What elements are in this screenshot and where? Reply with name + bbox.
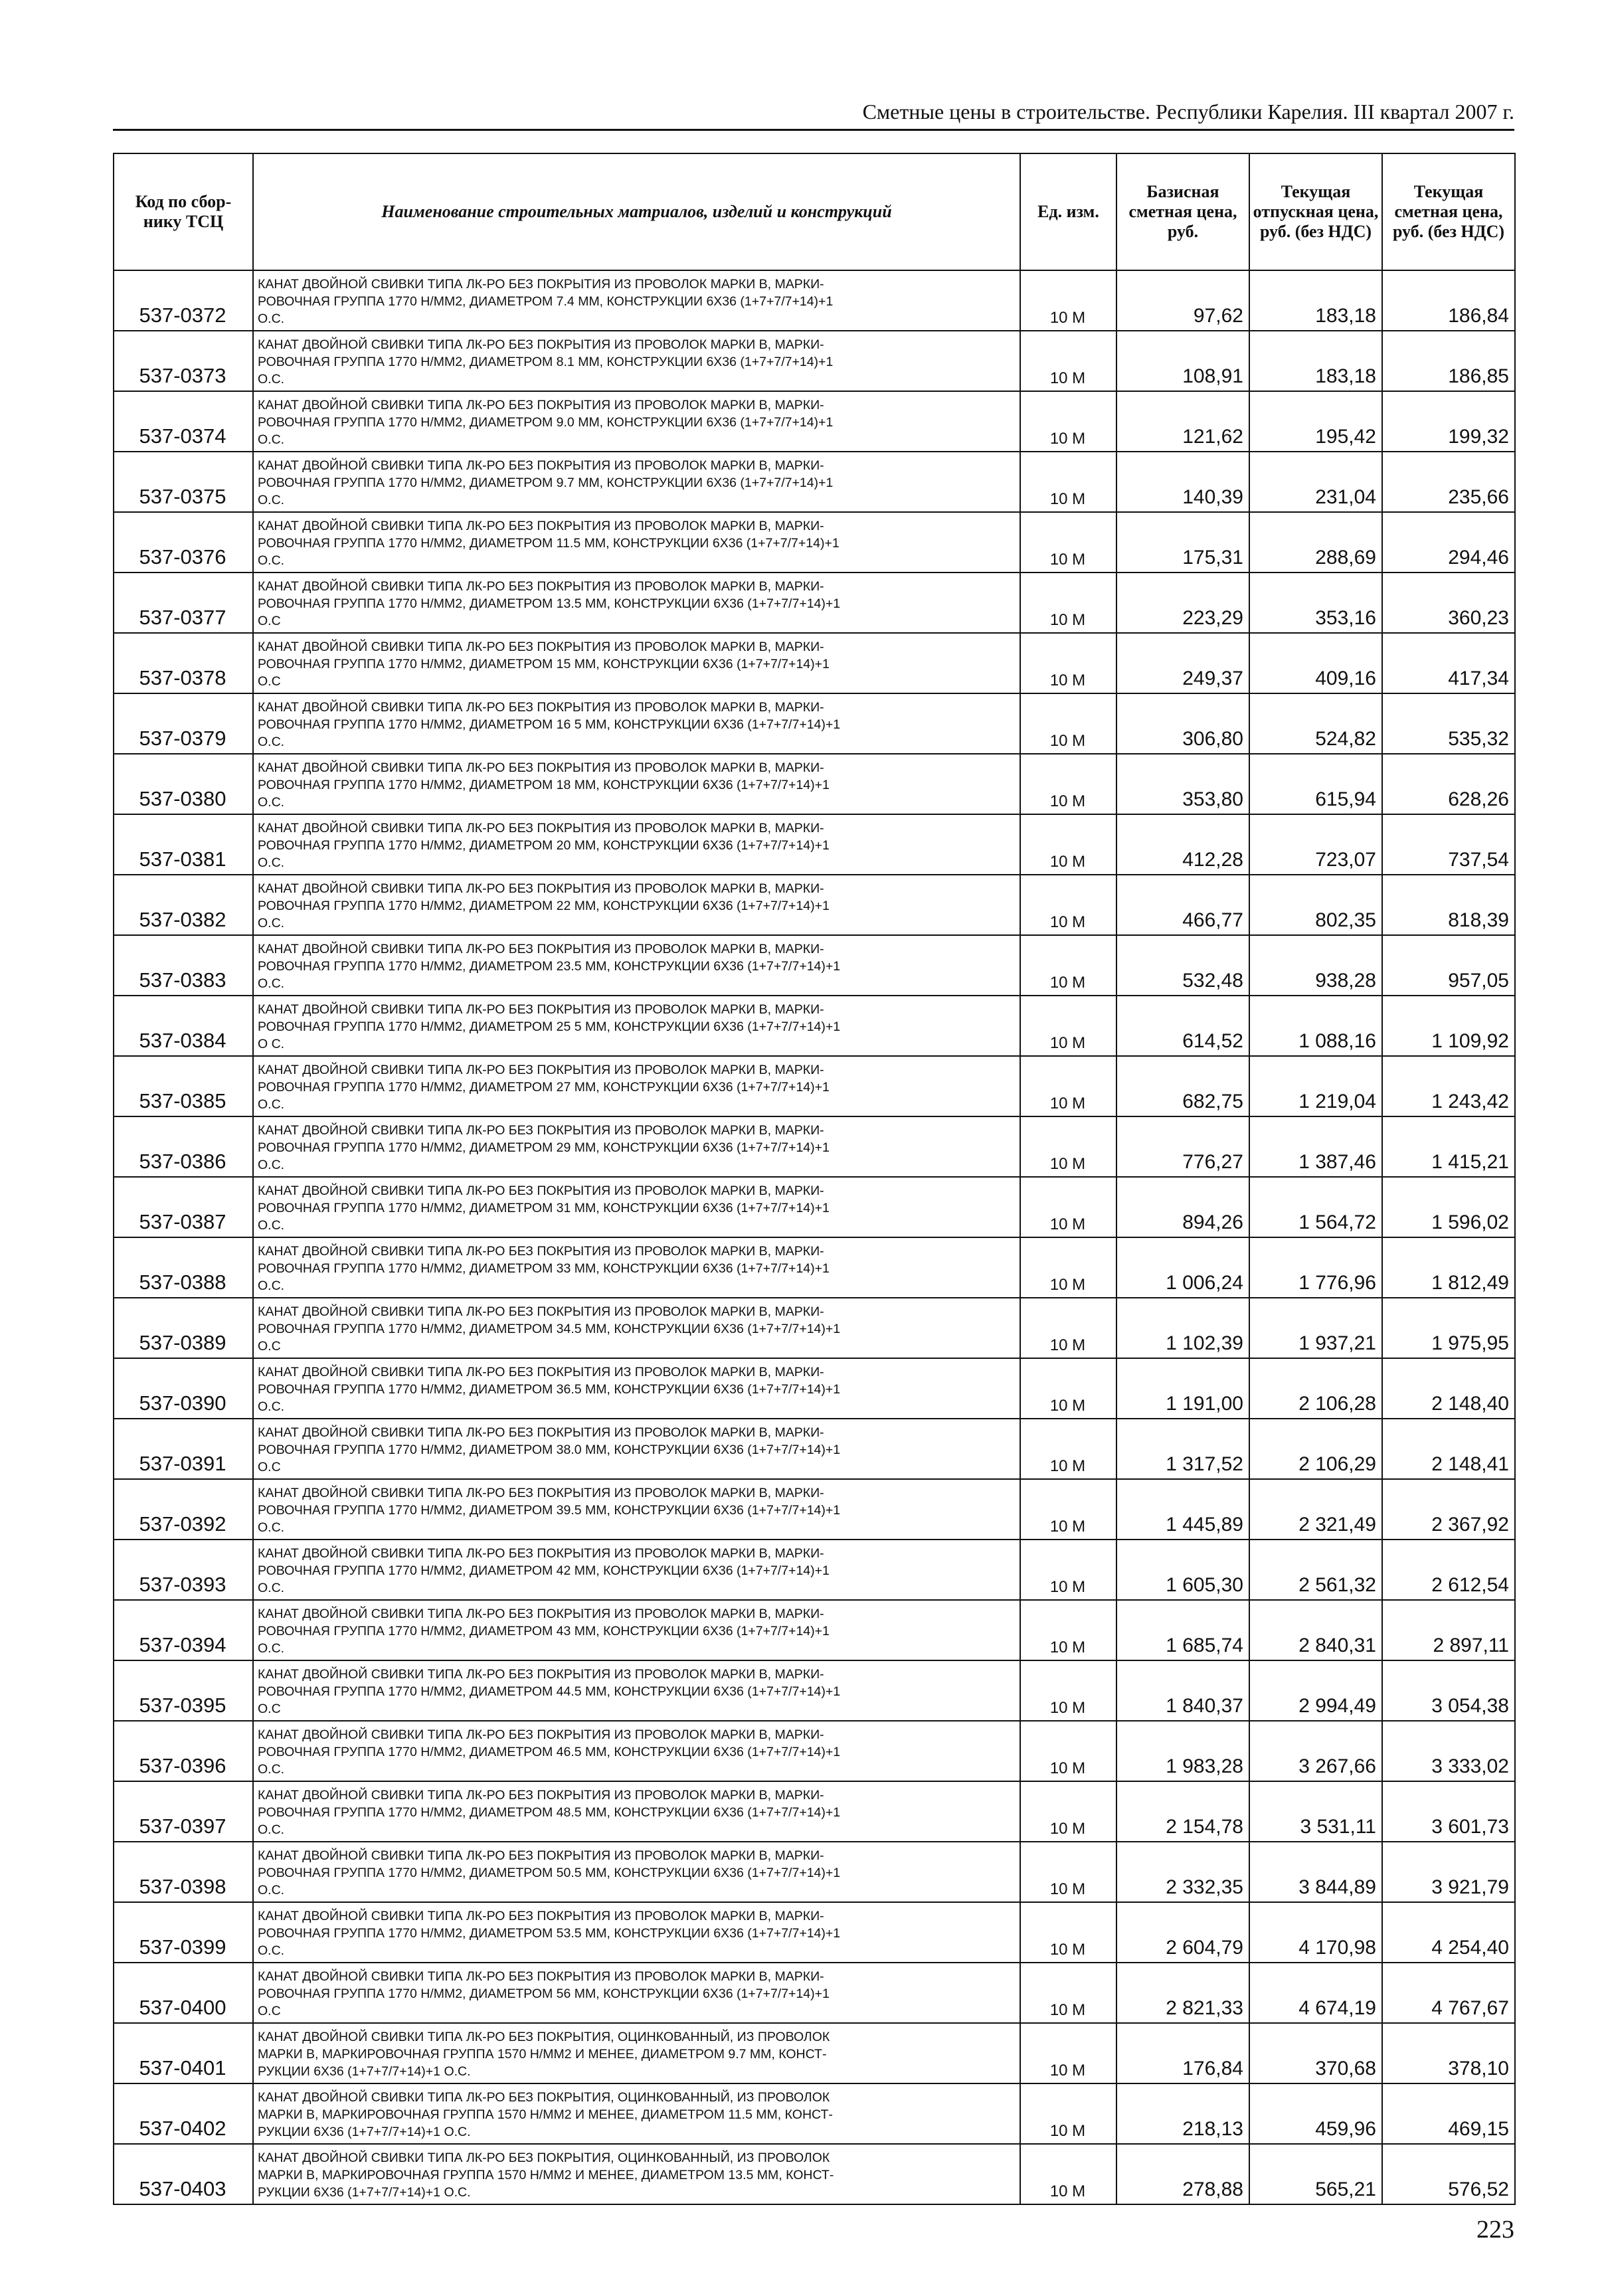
item-code: 537-0385 <box>114 1056 253 1116</box>
table-row <box>114 1358 1515 1419</box>
base-price: 1 102,39 <box>1116 1298 1249 1358</box>
item-name: КАНАТ ДВОЙНОЙ СВИВКИ ТИПА ЛК-РО БЕЗ ПОКРЫТИЯ ИЗ ПРОВОЛОК МАРКИ В, МАРКИ- РОВОЧНАЯ ГРУППА 1770 Н/ММ2, ДИАМЕТРОМ 39.5 ММ, КОНСТРУКЦИИ 6Х36 (1+7+7/7+14)+1 О.С. <box>253 1479 1020 1540</box>
release-price: 4 170,98 <box>1249 1902 1382 1963</box>
estimate-price: 360,23 <box>1382 573 1515 633</box>
item-code: 537-0400 <box>114 1963 253 2023</box>
unit: 10 М <box>1020 1177 1116 1237</box>
estimate-price: 235,66 <box>1382 452 1515 512</box>
item-code: 537-0375 <box>114 452 253 512</box>
unit: 10 М <box>1020 814 1116 875</box>
release-price: 723,07 <box>1249 814 1382 875</box>
item-code: 537-0402 <box>114 2083 253 2144</box>
unit: 10 М <box>1020 1237 1116 1298</box>
column-header-unit: Ед. изм. <box>1020 153 1116 270</box>
item-code: 537-0372 <box>114 270 253 331</box>
base-price: 1 191,00 <box>1116 1358 1249 1419</box>
item-name: КАНАТ ДВОЙНОЙ СВИВКИ ТИПА ЛК-РО БЕЗ ПОКРЫТИЯ ИЗ ПРОВОЛОК МАРКИ В, МАРКИ- РОВОЧНАЯ ГРУППА 1770 Н/ММ2, ДИАМЕТРОМ 22 ММ, КОНСТРУКЦИИ 6Х36 (1+7+7/7+14)+1 О.С. <box>253 875 1020 935</box>
table-row <box>114 935 1515 996</box>
item-name: КАНАТ ДВОЙНОЙ СВИВКИ ТИПА ЛК-РО БЕЗ ПОКРЫТИЯ ИЗ ПРОВОЛОК МАРКИ В, МАРКИ- РОВОЧНАЯ ГРУППА 1770 Н/ММ2, ДИАМЕТРОМ 43 ММ, КОНСТРУКЦИИ 6Х36 (1+7+7/7+14)+1 О.С. <box>253 1600 1020 1660</box>
base-price: 1 605,30 <box>1116 1540 1249 1600</box>
estimate-price: 417,34 <box>1382 633 1515 693</box>
release-price: 195,42 <box>1249 391 1382 452</box>
unit: 10 М <box>1020 452 1116 512</box>
unit: 10 М <box>1020 875 1116 935</box>
release-price: 565,21 <box>1249 2144 1382 2204</box>
release-price: 459,96 <box>1249 2083 1382 2144</box>
unit: 10 М <box>1020 1298 1116 1358</box>
release-price: 938,28 <box>1249 935 1382 996</box>
item-name: КАНАТ ДВОЙНОЙ СВИВКИ ТИПА ЛК-РО БЕЗ ПОКРЫТИЯ ИЗ ПРОВОЛОК МАРКИ В, МАРКИ- РОВОЧНАЯ ГРУППА 1770 Н/ММ2, ДИАМЕТРОМ 25 5 ММ, КОНСТРУКЦИИ 6Х36 (1+7+7/7+14)+1 О С. <box>253 996 1020 1056</box>
unit: 10 М <box>1020 2144 1116 2204</box>
item-code: 537-0379 <box>114 693 253 754</box>
base-price: 2 332,35 <box>1116 1842 1249 1902</box>
price-table <box>113 153 1516 2205</box>
item-name: КАНАТ ДВОЙНОЙ СВИВКИ ТИПА ЛК-РО БЕЗ ПОКРЫТИЯ ИЗ ПРОВОЛОК МАРКИ В, МАРКИ- РОВОЧНАЯ ГРУППА 1770 Н/ММ2, ДИАМЕТРОМ 31 ММ, КОНСТРУКЦИИ 6Х36 (1+7+7/7+14)+1 О.С. <box>253 1177 1020 1237</box>
table-row <box>114 1479 1515 1540</box>
item-name: КАНАТ ДВОЙНОЙ СВИВКИ ТИПА ЛК-РО БЕЗ ПОКРЫТИЯ ИЗ ПРОВОЛОК МАРКИ В, МАРКИ- РОВОЧНАЯ ГРУППА 1770 Н/ММ2, ДИАМЕТРОМ 34.5 ММ, КОНСТРУКЦИИ 6Х36 (1+7+7/7+14)+1 О.С <box>253 1298 1020 1358</box>
item-code: 537-0376 <box>114 512 253 573</box>
release-price: 4 674,19 <box>1249 1963 1382 2023</box>
base-price: 466,77 <box>1116 875 1249 935</box>
estimate-price: 378,10 <box>1382 2023 1515 2083</box>
item-code: 537-0392 <box>114 1479 253 1540</box>
estimate-price: 1 109,92 <box>1382 996 1515 1056</box>
unit: 10 М <box>1020 693 1116 754</box>
estimate-price: 186,84 <box>1382 270 1515 331</box>
release-price: 370,68 <box>1249 2023 1382 2083</box>
estimate-price: 3 333,02 <box>1382 1721 1515 1781</box>
item-name: КАНАТ ДВОЙНОЙ СВИВКИ ТИПА ЛК-РО БЕЗ ПОКРЫТИЯ ИЗ ПРОВОЛОК МАРКИ В, МАРКИ- РОВОЧНАЯ ГРУППА 1770 Н/ММ2, ДИАМЕТРОМ 53.5 ММ, КОНСТРУКЦИИ 6Х36 (1+7+7/7+14)+1 О.С. <box>253 1902 1020 1963</box>
estimate-price: 1 975,95 <box>1382 1298 1515 1358</box>
unit: 10 М <box>1020 935 1116 996</box>
item-name: КАНАТ ДВОЙНОЙ СВИВКИ ТИПА ЛК-РО БЕЗ ПОКРЫТИЯ ИЗ ПРОВОЛОК МАРКИ В, МАРКИ- РОВОЧНАЯ ГРУППА 1770 Н/ММ2, ДИАМЕТРОМ 9.0 ММ, КОНСТРУКЦИИ 6Х36 (1+7+7/7+14)+1 О.С. <box>253 391 1020 452</box>
estimate-price: 2 148,40 <box>1382 1358 1515 1419</box>
estimate-price: 186,85 <box>1382 331 1515 391</box>
column-header-estimate-price: Текущая сметная цена, руб. (без НДС) <box>1382 153 1515 270</box>
table-row <box>114 2023 1515 2083</box>
base-price: 1 006,24 <box>1116 1237 1249 1298</box>
estimate-price: 2 612,54 <box>1382 1540 1515 1600</box>
item-name: КАНАТ ДВОЙНОЙ СВИВКИ ТИПА ЛК-РО БЕЗ ПОКРЫТИЯ ИЗ ПРОВОЛОК МАРКИ В, МАРКИ- РОВОЧНАЯ ГРУППА 1770 Н/ММ2, ДИАМЕТРОМ 15 ММ, КОНСТРУКЦИИ 6Х36 (1+7+7/7+14)+1 О.С <box>253 633 1020 693</box>
release-price: 3 267,66 <box>1249 1721 1382 1781</box>
unit: 10 М <box>1020 1600 1116 1660</box>
table-row <box>114 1116 1515 1177</box>
item-code: 537-0388 <box>114 1237 253 1298</box>
base-price: 1 840,37 <box>1116 1660 1249 1721</box>
column-header-name: Наименование строительных матриалов, изделий и конструкций <box>253 153 1020 270</box>
release-price: 409,16 <box>1249 633 1382 693</box>
item-code: 537-0399 <box>114 1902 253 1963</box>
base-price: 108,91 <box>1116 331 1249 391</box>
table-row <box>114 1419 1515 1479</box>
base-price: 249,37 <box>1116 633 1249 693</box>
unit: 10 М <box>1020 1660 1116 1721</box>
item-code: 537-0401 <box>114 2023 253 2083</box>
item-code: 537-0378 <box>114 633 253 693</box>
unit: 10 М <box>1020 1116 1116 1177</box>
unit: 10 М <box>1020 1902 1116 1963</box>
item-name: КАНАТ ДВОЙНОЙ СВИВКИ ТИПА ЛК-РО БЕЗ ПОКРЫТИЯ ИЗ ПРОВОЛОК МАРКИ В, МАРКИ- РОВОЧНАЯ ГРУППА 1770 Н/ММ2, ДИАМЕТРОМ 27 ММ, КОНСТРУКЦИИ 6Х36 (1+7+7/7+14)+1 О.С. <box>253 1056 1020 1116</box>
item-name: КАНАТ ДВОЙНОЙ СВИВКИ ТИПА ЛК-РО БЕЗ ПОКРЫТИЯ ИЗ ПРОВОЛОК МАРКИ В, МАРКИ- РОВОЧНАЯ ГРУППА 1770 Н/ММ2, ДИАМЕТРОМ 38.0 ММ, КОНСТРУКЦИИ 6Х36 (1+7+7/7+14)+1 О.С <box>253 1419 1020 1479</box>
release-price: 183,18 <box>1249 331 1382 391</box>
base-price: 1 445,89 <box>1116 1479 1249 1540</box>
release-price: 615,94 <box>1249 754 1382 814</box>
item-code: 537-0384 <box>114 996 253 1056</box>
unit: 10 М <box>1020 1056 1116 1116</box>
unit: 10 М <box>1020 331 1116 391</box>
base-price: 176,84 <box>1116 2023 1249 2083</box>
estimate-price: 199,32 <box>1382 391 1515 452</box>
table-row <box>114 1237 1515 1298</box>
unit: 10 М <box>1020 633 1116 693</box>
release-price: 1 937,21 <box>1249 1298 1382 1358</box>
base-price: 223,29 <box>1116 573 1249 633</box>
header-rule <box>113 129 1514 131</box>
base-price: 278,88 <box>1116 2144 1249 2204</box>
item-name: КАНАТ ДВОЙНОЙ СВИВКИ ТИПА ЛК-РО БЕЗ ПОКРЫТИЯ ИЗ ПРОВОЛОК МАРКИ В, МАРКИ- РОВОЧНАЯ ГРУППА 1770 Н/ММ2, ДИАМЕТРОМ 46.5 ММ, КОНСТРУКЦИИ 6Х36 (1+7+7/7+14)+1 О.С. <box>253 1721 1020 1781</box>
table-row <box>114 1177 1515 1237</box>
estimate-price: 576,52 <box>1382 2144 1515 2204</box>
item-code: 537-0395 <box>114 1660 253 1721</box>
estimate-price: 2 148,41 <box>1382 1419 1515 1479</box>
table-row <box>114 1902 1515 1963</box>
column-header-release-price: Текущая отпускная цена, руб. (без НДС) <box>1249 153 1382 270</box>
base-price: 682,75 <box>1116 1056 1249 1116</box>
unit: 10 М <box>1020 1721 1116 1781</box>
release-price: 1 088,16 <box>1249 996 1382 1056</box>
unit: 10 М <box>1020 2083 1116 2144</box>
item-name: КАНАТ ДВОЙНОЙ СВИВКИ ТИПА ЛК-РО БЕЗ ПОКРЫТИЯ ИЗ ПРОВОЛОК МАРКИ В, МАРКИ- РОВОЧНАЯ ГРУППА 1770 Н/ММ2, ДИАМЕТРОМ 44.5 ММ, КОНСТРУКЦИИ 6Х36 (1+7+7/7+14)+1 О.С <box>253 1660 1020 1721</box>
item-code: 537-0391 <box>114 1419 253 1479</box>
item-name: КАНАТ ДВОЙНОЙ СВИВКИ ТИПА ЛК-РО БЕЗ ПОКРЫТИЯ ИЗ ПРОВОЛОК МАРКИ В, МАРКИ- РОВОЧНАЯ ГРУППА 1770 Н/ММ2, ДИАМЕТРОМ 50.5 ММ, КОНСТРУКЦИИ 6Х36 (1+7+7/7+14)+1 О.С. <box>253 1842 1020 1902</box>
base-price: 218,13 <box>1116 2083 1249 2144</box>
unit: 10 М <box>1020 512 1116 573</box>
item-name: КАНАТ ДВОЙНОЙ СВИВКИ ТИПА ЛК-РО БЕЗ ПОКРЫТИЯ ИЗ ПРОВОЛОК МАРКИ В, МАРКИ- РОВОЧНАЯ ГРУППА 1770 Н/ММ2, ДИАМЕТРОМ 9.7 ММ, КОНСТРУКЦИИ 6Х36 (1+7+7/7+14)+1 О.С. <box>253 452 1020 512</box>
release-price: 353,16 <box>1249 573 1382 633</box>
base-price: 175,31 <box>1116 512 1249 573</box>
release-price: 2 840,31 <box>1249 1600 1382 1660</box>
table-row <box>114 875 1515 935</box>
item-code: 537-0383 <box>114 935 253 996</box>
estimate-price: 3 601,73 <box>1382 1781 1515 1842</box>
estimate-price: 469,15 <box>1382 2083 1515 2144</box>
item-code: 537-0380 <box>114 754 253 814</box>
item-code: 537-0386 <box>114 1116 253 1177</box>
running-header: Сметные цены в строительстве. Республики Карелия. III квартал 2007 г. <box>862 100 1514 124</box>
column-header-code: Код по сбор-нику ТСЦ <box>114 153 253 270</box>
table-row <box>114 2144 1515 2204</box>
base-price: 97,62 <box>1116 270 1249 331</box>
table-row <box>114 331 1515 391</box>
release-price: 2 106,29 <box>1249 1419 1382 1479</box>
base-price: 1 983,28 <box>1116 1721 1249 1781</box>
item-name: КАНАТ ДВОЙНОЙ СВИВКИ ТИПА ЛК-РО БЕЗ ПОКРЫТИЯ ИЗ ПРОВОЛОК МАРКИ В, МАРКИ- РОВОЧНАЯ ГРУППА 1770 Н/ММ2, ДИАМЕТРОМ 56 ММ, КОНСТРУКЦИИ 6Х36 (1+7+7/7+14)+1 О.С <box>253 1963 1020 2023</box>
base-price: 353,80 <box>1116 754 1249 814</box>
item-code: 537-0381 <box>114 814 253 875</box>
release-price: 183,18 <box>1249 270 1382 331</box>
base-price: 140,39 <box>1116 452 1249 512</box>
table-body <box>114 270 1515 2204</box>
item-name: КАНАТ ДВОЙНОЙ СВИВКИ ТИПА ЛК-РО БЕЗ ПОКРЫТИЯ ИЗ ПРОВОЛОК МАРКИ В, МАРКИ- РОВОЧНАЯ ГРУППА 1770 Н/ММ2, ДИАМЕТРОМ 29 ММ, КОНСТРУКЦИИ 6Х36 (1+7+7/7+14)+1 О.С. <box>253 1116 1020 1177</box>
item-code: 537-0396 <box>114 1721 253 1781</box>
base-price: 121,62 <box>1116 391 1249 452</box>
release-price: 231,04 <box>1249 452 1382 512</box>
item-code: 537-0398 <box>114 1842 253 1902</box>
item-name: КАНАТ ДВОЙНОЙ СВИВКИ ТИПА ЛК-РО БЕЗ ПОКРЫТИЯ ИЗ ПРОВОЛОК МАРКИ В, МАРКИ- РОВОЧНАЯ ГРУППА 1770 Н/ММ2, ДИАМЕТРОМ 36.5 ММ, КОНСТРУКЦИИ 6Х36 (1+7+7/7+14)+1 О.С. <box>253 1358 1020 1419</box>
release-price: 2 106,28 <box>1249 1358 1382 1419</box>
item-code: 537-0374 <box>114 391 253 452</box>
estimate-price: 737,54 <box>1382 814 1515 875</box>
estimate-price: 2 367,92 <box>1382 1479 1515 1540</box>
unit: 10 М <box>1020 270 1116 331</box>
item-name: КАНАТ ДВОЙНОЙ СВИВКИ ТИПА ЛК-РО БЕЗ ПОКРЫТИЯ ИЗ ПРОВОЛОК МАРКИ В, МАРКИ- РОВОЧНАЯ ГРУППА 1770 Н/ММ2, ДИАМЕТРОМ 42 ММ, КОНСТРУКЦИИ 6Х36 (1+7+7/7+14)+1 О.С. <box>253 1540 1020 1600</box>
release-price: 1 564,72 <box>1249 1177 1382 1237</box>
item-name: КАНАТ ДВОЙНОЙ СВИВКИ ТИПА ЛК-РО БЕЗ ПОКРЫТИЯ, ОЦИНКОВАННЫЙ, ИЗ ПРОВОЛОК МАРКИ В, МАРКИРОВОЧНАЯ ГРУППА 1570 Н/ММ2 И МЕНЕЕ, ДИАМЕТРОМ 9.7 ММ, КОНСТ- РУКЦИИ 6Х36 (1+7+7/7+14)+1 О.С. <box>253 2023 1020 2083</box>
release-price: 3 531,11 <box>1249 1781 1382 1842</box>
estimate-price: 3 921,79 <box>1382 1842 1515 1902</box>
table-row <box>114 1056 1515 1116</box>
estimate-price: 294,46 <box>1382 512 1515 573</box>
item-name: КАНАТ ДВОЙНОЙ СВИВКИ ТИПА ЛК-РО БЕЗ ПОКРЫТИЯ ИЗ ПРОВОЛОК МАРКИ В, МАРКИ- РОВОЧНАЯ ГРУППА 1770 Н/ММ2, ДИАМЕТРОМ 20 ММ, КОНСТРУКЦИИ 6Х36 (1+7+7/7+14)+1 О.С. <box>253 814 1020 875</box>
release-price: 524,82 <box>1249 693 1382 754</box>
unit: 10 М <box>1020 573 1116 633</box>
table-row <box>114 1842 1515 1902</box>
item-code: 537-0373 <box>114 331 253 391</box>
release-price: 3 844,89 <box>1249 1842 1382 1902</box>
table-header <box>114 153 1515 270</box>
item-name: КАНАТ ДВОЙНОЙ СВИВКИ ТИПА ЛК-РО БЕЗ ПОКРЫТИЯ, ОЦИНКОВАННЫЙ, ИЗ ПРОВОЛОК МАРКИ В, МАРКИРОВОЧНАЯ ГРУППА 1570 Н/ММ2 И МЕНЕЕ, ДИАМЕТРОМ 13.5 ММ, КОНСТ- РУКЦИИ 6Х36 (1+7+7/7+14)+1 О.С. <box>253 2144 1020 2204</box>
base-price: 1 685,74 <box>1116 1600 1249 1660</box>
estimate-price: 1 415,21 <box>1382 1116 1515 1177</box>
base-price: 614,52 <box>1116 996 1249 1056</box>
table-row <box>114 2083 1515 2144</box>
item-name: КАНАТ ДВОЙНОЙ СВИВКИ ТИПА ЛК-РО БЕЗ ПОКРЫТИЯ ИЗ ПРОВОЛОК МАРКИ В, МАРКИ- РОВОЧНАЯ ГРУППА 1770 Н/ММ2, ДИАМЕТРОМ 7.4 ММ, КОНСТРУКЦИИ 6Х36 (1+7+7/7+14)+1 О.С. <box>253 270 1020 331</box>
table-row <box>114 996 1515 1056</box>
unit: 10 М <box>1020 1842 1116 1902</box>
table-row <box>114 693 1515 754</box>
item-code: 537-0387 <box>114 1177 253 1237</box>
release-price: 288,69 <box>1249 512 1382 573</box>
table-row <box>114 1963 1515 2023</box>
item-name: КАНАТ ДВОЙНОЙ СВИВКИ ТИПА ЛК-РО БЕЗ ПОКРЫТИЯ ИЗ ПРОВОЛОК МАРКИ В, МАРКИ- РОВОЧНАЯ ГРУППА 1770 Н/ММ2, ДИАМЕТРОМ 23.5 ММ, КОНСТРУКЦИИ 6Х36 (1+7+7/7+14)+1 О.С. <box>253 935 1020 996</box>
release-price: 2 321,49 <box>1249 1479 1382 1540</box>
table-row <box>114 573 1515 633</box>
estimate-price: 3 054,38 <box>1382 1660 1515 1721</box>
page-number: 223 <box>1476 2216 1514 2244</box>
table-row <box>114 391 1515 452</box>
unit: 10 М <box>1020 1781 1116 1842</box>
table-row <box>114 1721 1515 1781</box>
unit: 10 М <box>1020 754 1116 814</box>
estimate-price: 4 767,67 <box>1382 1963 1515 2023</box>
item-name: КАНАТ ДВОЙНОЙ СВИВКИ ТИПА ЛК-РО БЕЗ ПОКРЫТИЯ ИЗ ПРОВОЛОК МАРКИ В, МАРКИ- РОВОЧНАЯ ГРУППА 1770 Н/ММ2, ДИАМЕТРОМ 13.5 ММ, КОНСТРУКЦИИ 6Х36 (1+7+7/7+14)+1 О.С <box>253 573 1020 633</box>
estimate-price: 535,32 <box>1382 693 1515 754</box>
unit: 10 М <box>1020 1479 1116 1540</box>
unit: 10 М <box>1020 2023 1116 2083</box>
item-name: КАНАТ ДВОЙНОЙ СВИВКИ ТИПА ЛК-РО БЕЗ ПОКРЫТИЯ ИЗ ПРОВОЛОК МАРКИ В, МАРКИ- РОВОЧНАЯ ГРУППА 1770 Н/ММ2, ДИАМЕТРОМ 33 ММ, КОНСТРУКЦИИ 6Х36 (1+7+7/7+14)+1 О.С. <box>253 1237 1020 1298</box>
base-price: 2 154,78 <box>1116 1781 1249 1842</box>
base-price: 306,80 <box>1116 693 1249 754</box>
column-header-base-price: Базисная сметная цена, руб. <box>1116 153 1249 270</box>
item-code: 537-0397 <box>114 1781 253 1842</box>
table-row <box>114 633 1515 693</box>
item-name: КАНАТ ДВОЙНОЙ СВИВКИ ТИПА ЛК-РО БЕЗ ПОКРЫТИЯ ИЗ ПРОВОЛОК МАРКИ В, МАРКИ- РОВОЧНАЯ ГРУППА 1770 Н/ММ2, ДИАМЕТРОМ 8.1 ММ, КОНСТРУКЦИИ 6Х36 (1+7+7/7+14)+1 О.С. <box>253 331 1020 391</box>
unit: 10 М <box>1020 1540 1116 1600</box>
item-code: 537-0382 <box>114 875 253 935</box>
table-row <box>114 1540 1515 1600</box>
base-price: 2 604,79 <box>1116 1902 1249 1963</box>
estimate-price: 957,05 <box>1382 935 1515 996</box>
item-name: КАНАТ ДВОЙНОЙ СВИВКИ ТИПА ЛК-РО БЕЗ ПОКРЫТИЯ, ОЦИНКОВАННЫЙ, ИЗ ПРОВОЛОК МАРКИ В, МАРКИРОВОЧНАЯ ГРУППА 1570 Н/ММ2 И МЕНЕЕ, ДИАМЕТРОМ 11.5 ММ, КОНСТ- РУКЦИИ 6Х36 (1+7+7/7+14)+1 О.С. <box>253 2083 1020 2144</box>
item-code: 537-0393 <box>114 1540 253 1600</box>
estimate-price: 628,26 <box>1382 754 1515 814</box>
item-name: КАНАТ ДВОЙНОЙ СВИВКИ ТИПА ЛК-РО БЕЗ ПОКРЫТИЯ ИЗ ПРОВОЛОК МАРКИ В, МАРКИ- РОВОЧНАЯ ГРУППА 1770 Н/ММ2, ДИАМЕТРОМ 16 5 ММ, КОНСТРУКЦИИ 6Х36 (1+7+7/7+14)+1 О.С. <box>253 693 1020 754</box>
table-row <box>114 1660 1515 1721</box>
unit: 10 М <box>1020 391 1116 452</box>
release-price: 2 561,32 <box>1249 1540 1382 1600</box>
item-code: 537-0390 <box>114 1358 253 1419</box>
unit: 10 М <box>1020 1963 1116 2023</box>
table-row <box>114 270 1515 331</box>
base-price: 776,27 <box>1116 1116 1249 1177</box>
base-price: 1 317,52 <box>1116 1419 1249 1479</box>
table-row <box>114 754 1515 814</box>
item-name: КАНАТ ДВОЙНОЙ СВИВКИ ТИПА ЛК-РО БЕЗ ПОКРЫТИЯ ИЗ ПРОВОЛОК МАРКИ В, МАРКИ- РОВОЧНАЯ ГРУППА 1770 Н/ММ2, ДИАМЕТРОМ 11.5 ММ, КОНСТРУКЦИИ 6Х36 (1+7+7/7+14)+1 О.С. <box>253 512 1020 573</box>
release-price: 1 776,96 <box>1249 1237 1382 1298</box>
base-price: 532,48 <box>1116 935 1249 996</box>
estimate-price: 818,39 <box>1382 875 1515 935</box>
table-row <box>114 1781 1515 1842</box>
estimate-price: 4 254,40 <box>1382 1902 1515 1963</box>
table-row <box>114 814 1515 875</box>
base-price: 412,28 <box>1116 814 1249 875</box>
item-code: 537-0377 <box>114 573 253 633</box>
base-price: 894,26 <box>1116 1177 1249 1237</box>
estimate-price: 1 596,02 <box>1382 1177 1515 1237</box>
release-price: 1 387,46 <box>1249 1116 1382 1177</box>
release-price: 802,35 <box>1249 875 1382 935</box>
estimate-price: 2 897,11 <box>1382 1600 1515 1660</box>
estimate-price: 1 812,49 <box>1382 1237 1515 1298</box>
table-row <box>114 1298 1515 1358</box>
table-row <box>114 512 1515 573</box>
unit: 10 М <box>1020 1419 1116 1479</box>
item-name: КАНАТ ДВОЙНОЙ СВИВКИ ТИПА ЛК-РО БЕЗ ПОКРЫТИЯ ИЗ ПРОВОЛОК МАРКИ В, МАРКИ- РОВОЧНАЯ ГРУППА 1770 Н/ММ2, ДИАМЕТРОМ 48.5 ММ, КОНСТРУКЦИИ 6Х36 (1+7+7/7+14)+1 О.С. <box>253 1781 1020 1842</box>
unit: 10 М <box>1020 996 1116 1056</box>
unit: 10 М <box>1020 1358 1116 1419</box>
item-code: 537-0389 <box>114 1298 253 1358</box>
item-name: КАНАТ ДВОЙНОЙ СВИВКИ ТИПА ЛК-РО БЕЗ ПОКРЫТИЯ ИЗ ПРОВОЛОК МАРКИ В, МАРКИ- РОВОЧНАЯ ГРУППА 1770 Н/ММ2, ДИАМЕТРОМ 18 ММ, КОНСТРУКЦИИ 6Х36 (1+7+7/7+14)+1 О.С. <box>253 754 1020 814</box>
estimate-price: 1 243,42 <box>1382 1056 1515 1116</box>
table-row <box>114 1600 1515 1660</box>
base-price: 2 821,33 <box>1116 1963 1249 2023</box>
item-code: 537-0394 <box>114 1600 253 1660</box>
item-code: 537-0403 <box>114 2144 253 2204</box>
release-price: 2 994,49 <box>1249 1660 1382 1721</box>
release-price: 1 219,04 <box>1249 1056 1382 1116</box>
table-row <box>114 452 1515 512</box>
